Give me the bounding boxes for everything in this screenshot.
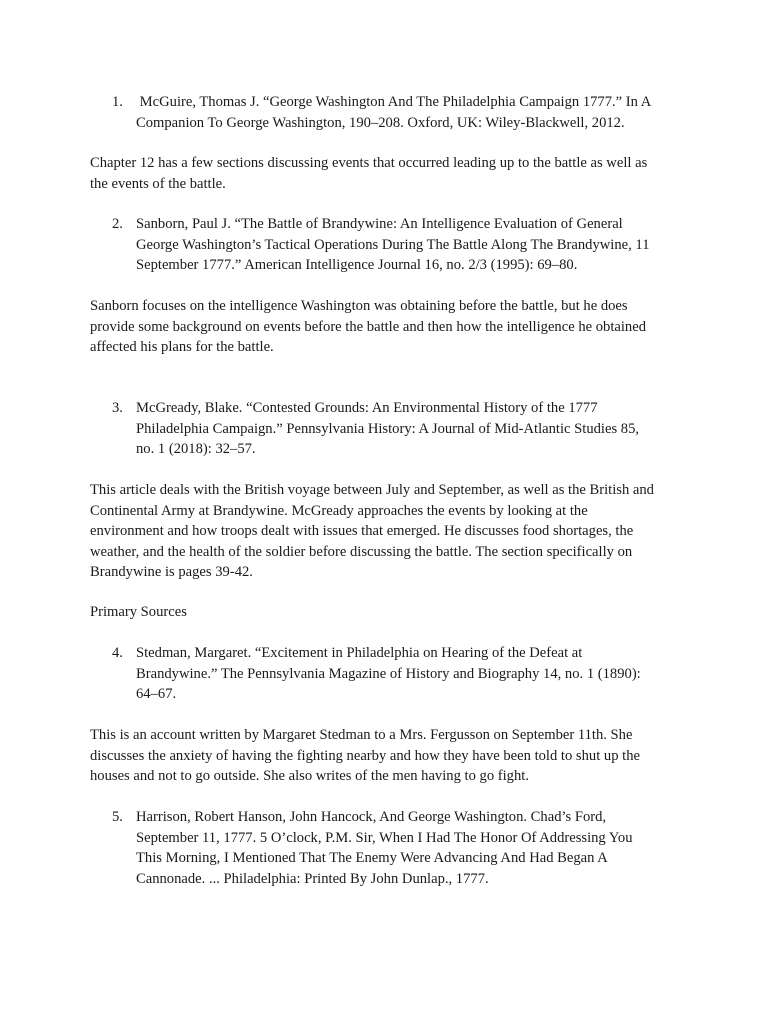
citation-line: Companion To George Washington, 190–208. Oxford, UK: Wiley-Blackwell, 2012. [136,114,625,131]
annotation-line: environment and how troops dealt with issues that emerged. He discusses food shortages, the [90,523,634,540]
annotation-4 [90,725,690,787]
annotation-line: Sanborn focuses on the intelligence Washington was obtaining before the battle, but he does [90,298,628,314]
annotation-line: Chapter 12 has a few sections discussing events that occurred leading up to the battle as well as [90,155,648,171]
citation-number: 4. [112,645,123,661]
annotation-line: provide some background on events before the battle and then how the intelligence he obtained [90,318,647,335]
citation-line: September 1777.” American Intelligence Journal 16, no. 2/3 (1995): 69–80. [136,257,578,274]
section-heading: Primary Sources [90,604,187,620]
annotation-line: the events of the battle. [90,175,226,192]
annotation-1 [90,153,690,194]
citation-line: Harrison, Robert Hanson, John Hancock, And George Washington. Chad’s Ford, [136,809,607,825]
citation-number: 3. [112,400,123,416]
citation-line: McGready, Blake. “Contested Grounds: An Environmental History of the 1777 [136,400,598,416]
annotation-line: Brandywine is pages 39-42. [90,564,253,581]
annotation-line: Continental Army at Brandywine. McGready approaches the events by looking at the [90,502,588,519]
citation-2 [112,214,682,276]
citation-number: 2. [112,216,123,232]
citation-number: 5. [112,809,123,825]
citation-line: This Morning, I Mentioned That The Enemy Were Advancing And Had Began A [136,850,608,867]
citation-line: Cannonade. ... Philadelphia: Printed By John Dunlap., 1777. [136,870,489,887]
citation-4 [112,643,682,705]
citation-line: 64–67. [136,686,177,703]
citation-line: September 11, 1777. 5 O’clock, P.M. Sir, When I Had The Honor Of Addressing You [136,829,633,846]
annotation-line: weather, and the health of the soldier before discussing the battle. The section specifically on [90,543,633,560]
annotation-line: houses and not to go outside. She also writes of the men having to go fight. [90,768,529,785]
annotation-2 [90,296,690,358]
citation-5 [112,807,682,889]
annotation-line: This is an account written by Margaret Stedman to a Mrs. Fergusson on September 11th. She [90,727,633,743]
citation-3 [112,398,682,460]
citation-line: George Washington’s Tactical Operations During The Battle Along The Brandywine, 11 [136,236,650,253]
citation-line: no. 1 (2018): 32–57. [136,441,256,458]
citation-line: Brandywine.” The Pennsylvania Magazine of History and Biography 14, no. 1 (1890): [136,665,641,682]
citation-line: Sanborn, Paul J. “The Battle of Brandywine: An Intelligence Evaluation of General [136,216,623,232]
citation-1 [112,92,682,133]
citation-number: 1. [112,94,123,110]
annotation-3 [90,480,690,583]
annotation-line: discusses the anxiety of having the fighting nearby and how they have been told to shut up the [90,747,640,764]
citation-line: Stedman, Margaret. “Excitement in Philadelphia on Hearing of the Defeat at [136,645,583,661]
citation-line: McGuire, Thomas J. “George Washington And The Philadelphia Campaign 1777.” In A [136,94,652,110]
citation-line: Philadelphia Campaign.” Pennsylvania History: A Journal of Mid-Atlantic Studies 85, [136,420,640,437]
annotation-line: affected his plans for the battle. [90,339,274,356]
annotation-line: This article deals with the British voyage between July and September, as well as the British and [90,482,654,498]
